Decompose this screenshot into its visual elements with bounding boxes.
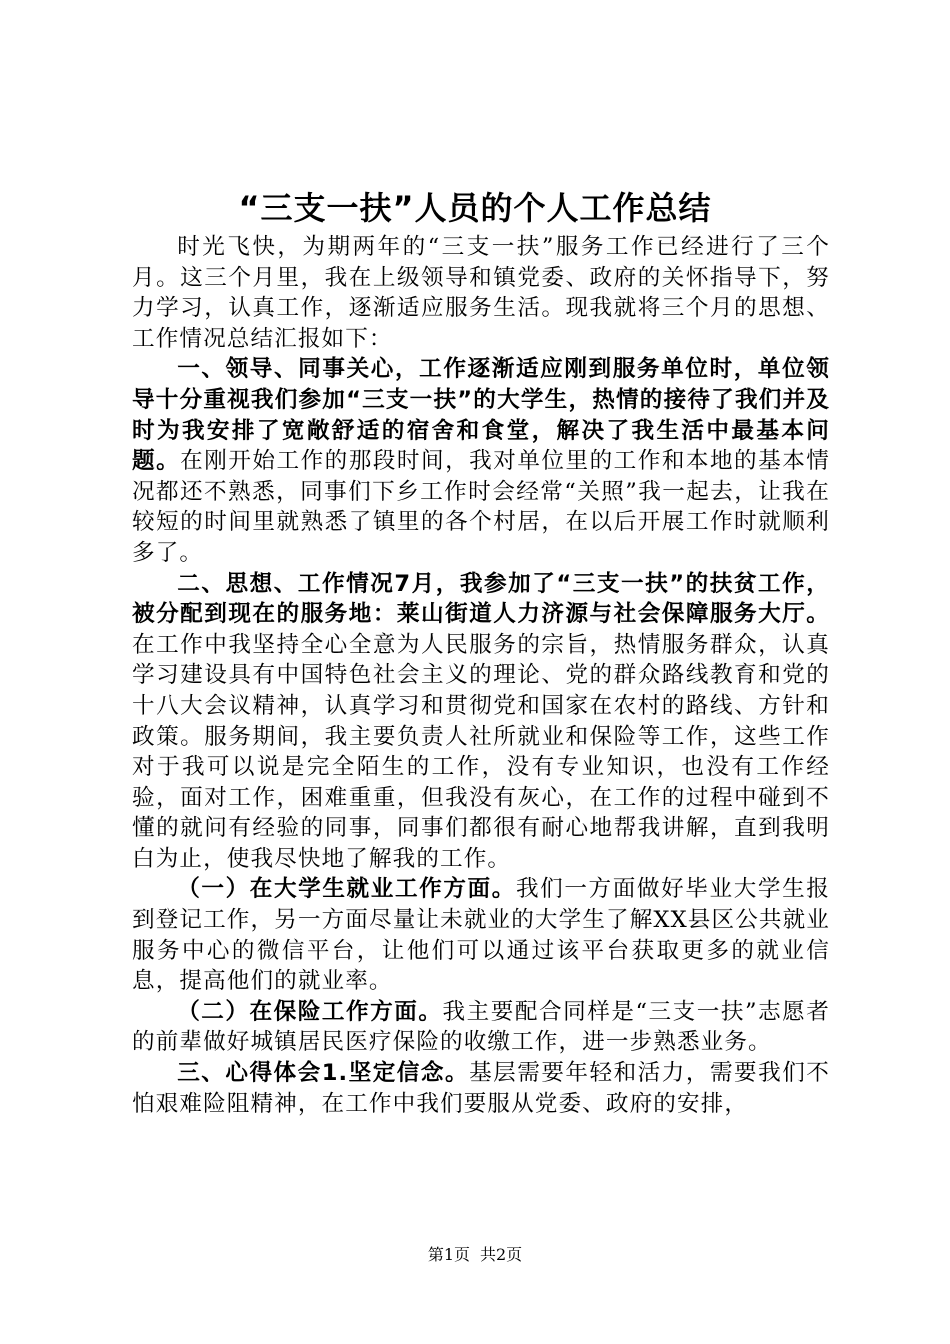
paragraph-subsection-1 — [132, 874, 830, 996]
paragraph-section-1 — [132, 354, 830, 568]
paragraph-text: 在工作中我坚持全心全意为人民服务的宗旨，热情服务群众，认真学习建设具有中国特色社会主义的理论、党的群众路线教育和党的十八大会议精神，认真学习和贯彻党和国家在农村的路线、方针和政策。服务期间，我主要负责人社所就业和保险等工作，这些工作对于我可以说是完全陌生的工作，没有专业知识，也没有工作经验，面对工作，困难重重，但我没有灰心，在工作的过程中碰到不懂的就问有经验的同事，同事们都很有耐心地帮我讲解，直到我明白为止，使我尽快地了解我的工作。 — [132, 631, 830, 872]
paragraph-text: 在刚开始工作的那段时间，我对单位里的工作和本地的基本情况都还不熟悉，同事们下乡工作时会经常“关照”我一起去，让我在较短的时间里就熟悉了镇里的各个村居，在以后开展工作时就顺利多了。 — [132, 448, 831, 566]
page-total: 共2页 — [480, 1245, 523, 1264]
paragraph-section-2 — [132, 569, 830, 875]
paragraph-heading: （二）在保险工作方面。 — [177, 998, 443, 1025]
paragraph-heading: 一、领导、同事关心，工作逐渐适应刚到服务单位时，单位领导十分重视我们参加“三支一扶”的大学生，热情的接待了我们并及时为我安排了宽敞舒适的宿舍和食堂，解决了我生活中最基本问题。 — [132, 356, 830, 475]
page-footer — [0, 1244, 950, 1266]
paragraph-intro — [132, 232, 830, 354]
paragraph-heading: 二、思想、工作情况7月，我参加了“三支一扶”的扶贫工作，被分配到现在的服务地：莱山街道人力济源与社会保障服务大厅。 — [132, 570, 830, 628]
paragraph-text: 时光飞快，为期两年的“三支一扶”服务工作已经进行了三个月。这三个月里，我在上级领导和镇党委、政府的关怀指导下，努力学习，认真工作，逐渐适应服务生活。现我就将三个月的思想、工作情况总结汇报如下： — [132, 234, 830, 352]
paragraph-text: 基层需要年轻和活力，需要我们不怕艰难险阻精神，在工作中我们要服从党委、政府的安排， — [132, 1060, 830, 1117]
document-title: “三支一扶”人员的个人工作总结 — [238, 189, 712, 227]
paragraph-subsection-2 — [132, 997, 830, 1058]
paragraph-heading: 三、心得体会1.坚定信念。 — [177, 1060, 470, 1087]
paragraph-heading: （一）在大学生就业工作方面。 — [177, 876, 516, 903]
paragraph-section-3 — [132, 1058, 830, 1119]
document-body — [132, 232, 830, 1119]
page-number: 第1页 — [427, 1245, 470, 1264]
paragraph-text: 我们一方面做好毕业大学生报到登记工作，另一方面尽量让未就业的大学生了解XX县区公共就业服务中心的微信平台，让他们可以通过该平台获取更多的就业信息，提高他们的就业率。 — [132, 876, 830, 995]
paragraph-text: 我主要配合同样是“三支一扶”志愿者的前辈做好城镇居民医疗保险的收缴工作，进一步熟悉业务。 — [132, 998, 830, 1056]
